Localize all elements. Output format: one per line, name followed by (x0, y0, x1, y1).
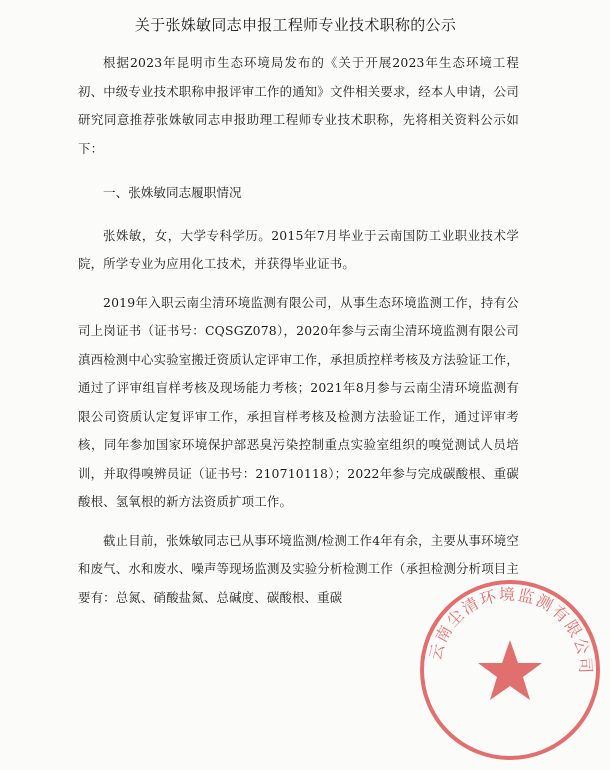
education-paragraph: 张姝敏，女，大学专科学历。2015年7月毕业于云南国防工业职业技术学院，所学专业为应用化工技术，并获得毕业证书。 (78, 227, 519, 271)
intro-paragraph: 根据2023年昆明市生态环境局发布的《关于开展2023年生态环境工程初、中级专业技术职称申报评审工作的通知》文件相关要求，经本人申请，公司研究同意推荐张姝敏同志申报助理工程师专业技术职称，先将相关资料公示如下： (78, 55, 519, 156)
section-heading: 一、张姝敏同志履职情况 (103, 185, 242, 200)
work-history-paragraph: 2019年入职云南尘清环境监测有限公司，从事生态环境监测工作，持有公司上岗证书（证书号：CQSGZ078），2020年参与云南尘清环境监测有限公司滇西检测中心实验室搬迁资质认定评审工作，承担质控样考核及方法验证工作，通过了评审组盲样考核及现场能力考核；2021年8月参与云南尘清环境监测有限公司资质认定复评审工作，承担盲样考核及检测方法验证工作，通过评审考核，同年参加国家环境保护部恶臭污染控制重点实验室组织的嗅觉测试人员培训，并取得嗅辨员证（证书号：210710118）；2022年参与完成碳酸根、重碳酸根、氢氧根的新方法资质扩项工作。 (78, 294, 519, 509)
seal-text: 云南尘清环境监测有限公司 (425, 584, 596, 676)
document-title: 关于张姝敏同志申报工程师专业技术职称的公示 (134, 16, 457, 34)
summary-paragraph: 截止目前，张姝敏同志已从事环境监测/检测工作4年有余，主要从事环境空和废气、水和废水、噪声等现场监测及实验分析检测工作（承担检测分析项目主要有：总氮、硝酸盐氮、总碱度、碳酸根、重碳 (78, 532, 519, 605)
